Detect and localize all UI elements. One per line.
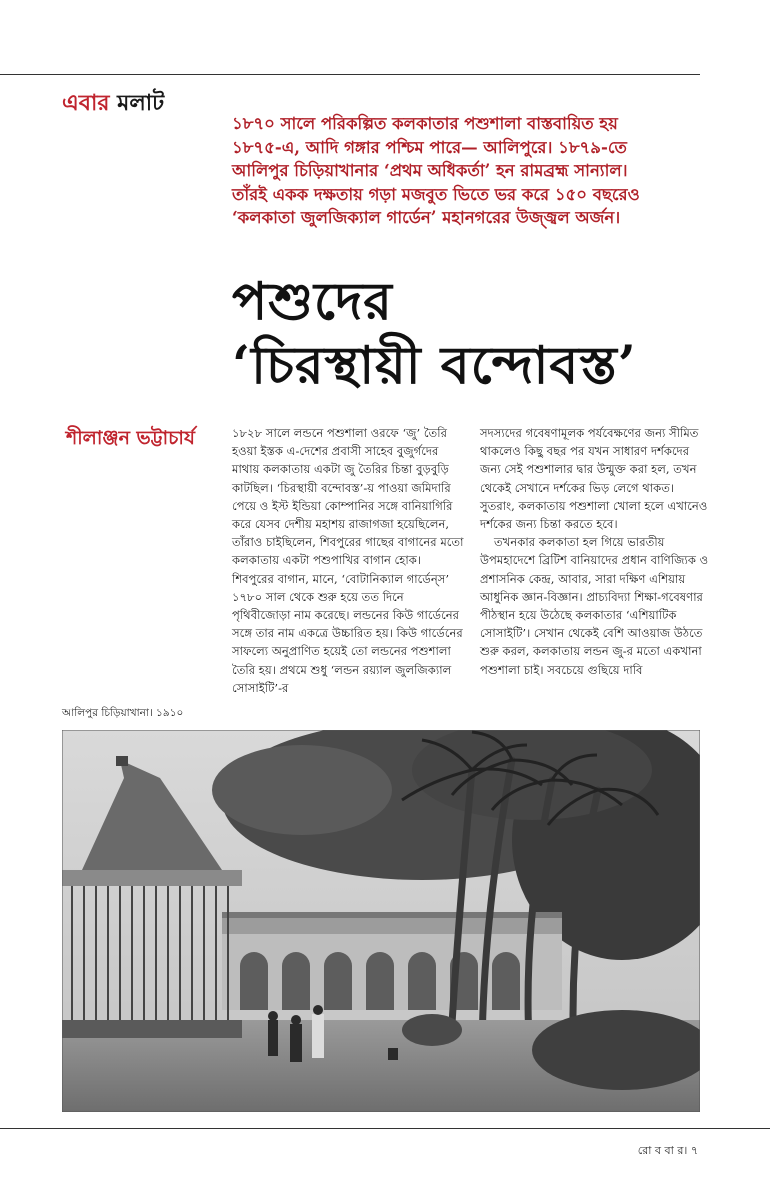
standfirst-line: তাঁরই একক দক্ষতায় গড়া মজবুত ভিতে ভর করে ১৫০ বছরেও <box>232 184 640 204</box>
section-label-ebar: এবার <box>62 90 110 116</box>
section-label <box>62 86 164 123</box>
standfirst-line: ১৮৭৫-এ, আদি গঙ্গার পশ্চিম পারে— আলিপুরে। ১৮৭৯-তে <box>232 137 627 157</box>
section-label-molat: মলাট <box>117 90 165 116</box>
standfirst-line: আলিপুর চিড়িয়াখানার ‘প্রথম অধিকর্তা’ হন রামব্রহ্ম সান্যাল। <box>232 161 628 181</box>
page-folio: রো ব বা র। ৭ <box>637 1144 698 1157</box>
standfirst-line: ১৮৭০ সালে পরিকল্পিত কলকাতার পশুশালা বাস্তবায়িত হয় <box>232 114 618 133</box>
headline <box>232 270 732 398</box>
standfirst-line: ‘কলকাতা জুলজিক্যাল গার্ডেন’ মহানগরের উজ্জ্বল অর্জন। <box>232 208 621 228</box>
body-paragraph: ১৮২৮ সালে লন্ডনে পশুশালা ওরফে ‘জু’ তৈরি হওয়া ইস্তক এ-দেশের প্রবাসী সাহেব বুজুর্গদের মাথায় কলকাতায় একটা জু তৈরির চিন্তা বুড়বুড়ি কাটছিল। ‘চিরস্থায়ী বন্দোবস্ত’-য় পাওয়া জমিদারি পেয়ে ও ইস্ট ইন্ডিয়া কোম্পানির সঙ্গে বানিয়াগিরি করে যেসব দেশীয় মহাশয় রাজাগজা হয়েছিলেন, তাঁরাও চাইছিলেন, শিবপুরের গাছের বাগানের মতো কলকাতায় একটা পশুপাখির বাগান হোক। শিবপুরের বাগান, মানে, ‘বোটানিক্যাল গার্ডেন্‌স’ ১৭৮০ সাল থেকে শুরু হয়ে তত দিনে পৃথিবীজোড়া নাম করেছে। লন্ডনের কিউ গার্ডেনের সঙ্গে তার নাম একত্রে উচ্চারিত হয়। কিউ গার্ডেনের সাফল্যে অনুপ্রাণিত হয়েই তো লন্ডনের পশুশালা তৈরি হয়। প্রথমে শুধু ‘লন্ডন রয়্যাল জুলজিক্যাল সোসাইটি’-র <box>232 426 464 695</box>
top-rule <box>0 74 700 75</box>
bottom-rule <box>0 1128 770 1129</box>
photo-illustration <box>62 730 700 1112</box>
headline-line-2: ‘চিরস্থায়ী বন্দোবস্ত’ <box>232 335 637 396</box>
body-column-2 <box>480 424 712 679</box>
standfirst <box>232 112 702 230</box>
historic-zoo-photo <box>62 730 700 1112</box>
body-column-1 <box>232 424 464 697</box>
photo-caption: আলিপুর চিড়িয়াখানা। ১৯১০ <box>62 707 184 719</box>
body-paragraph: তখনকার কলকাতা হল গিয়ে ভারতীয় উপমহাদেশে ব্রিটিশ বানিয়াদের প্রধান বাণিজ্যিক ও প্রশাসনিক কেন্দ্র, আবার, সারা দক্ষিণ এশিয়ায় আধুনিক জ্ঞান-বিজ্ঞান। প্রাচ্যবিদ্যা শিক্ষা-গবেষণার পীঠস্থান হয়ে উঠেছে কলকাতার ‘এশিয়াটিক সোসাইটি’। সেখান থেকেই বেশি আওয়াজ উঠতে শুরু করল, কলকাতায় লন্ডন জু-র মতো একখানা পশুশালা চাই। সবচেয়ে গুছিয়ে দাবি <box>480 535 709 677</box>
headline-line-1: পশুদের <box>232 271 393 332</box>
byline: শীলাঞ্জন ভট্টাচার্য <box>66 427 195 449</box>
body-paragraph: সদস্যদের গবেষণামূলক পর্যবেক্ষণের জন্য সীমিত থাকলেও কিছু বছর পর যখন সাধারণ দর্শকদের জন্য সেই পশুশালার দ্বার উন্মুক্ত করা হল, তখন থেকেই সেখানে দর্শকের ভিড় লেগে থাকত। সুতরাং, কলকাতায় পশুশালা খোলা হলে এখানেও দর্শকের জন্য চিন্তা করতে হবে। <box>480 426 708 532</box>
